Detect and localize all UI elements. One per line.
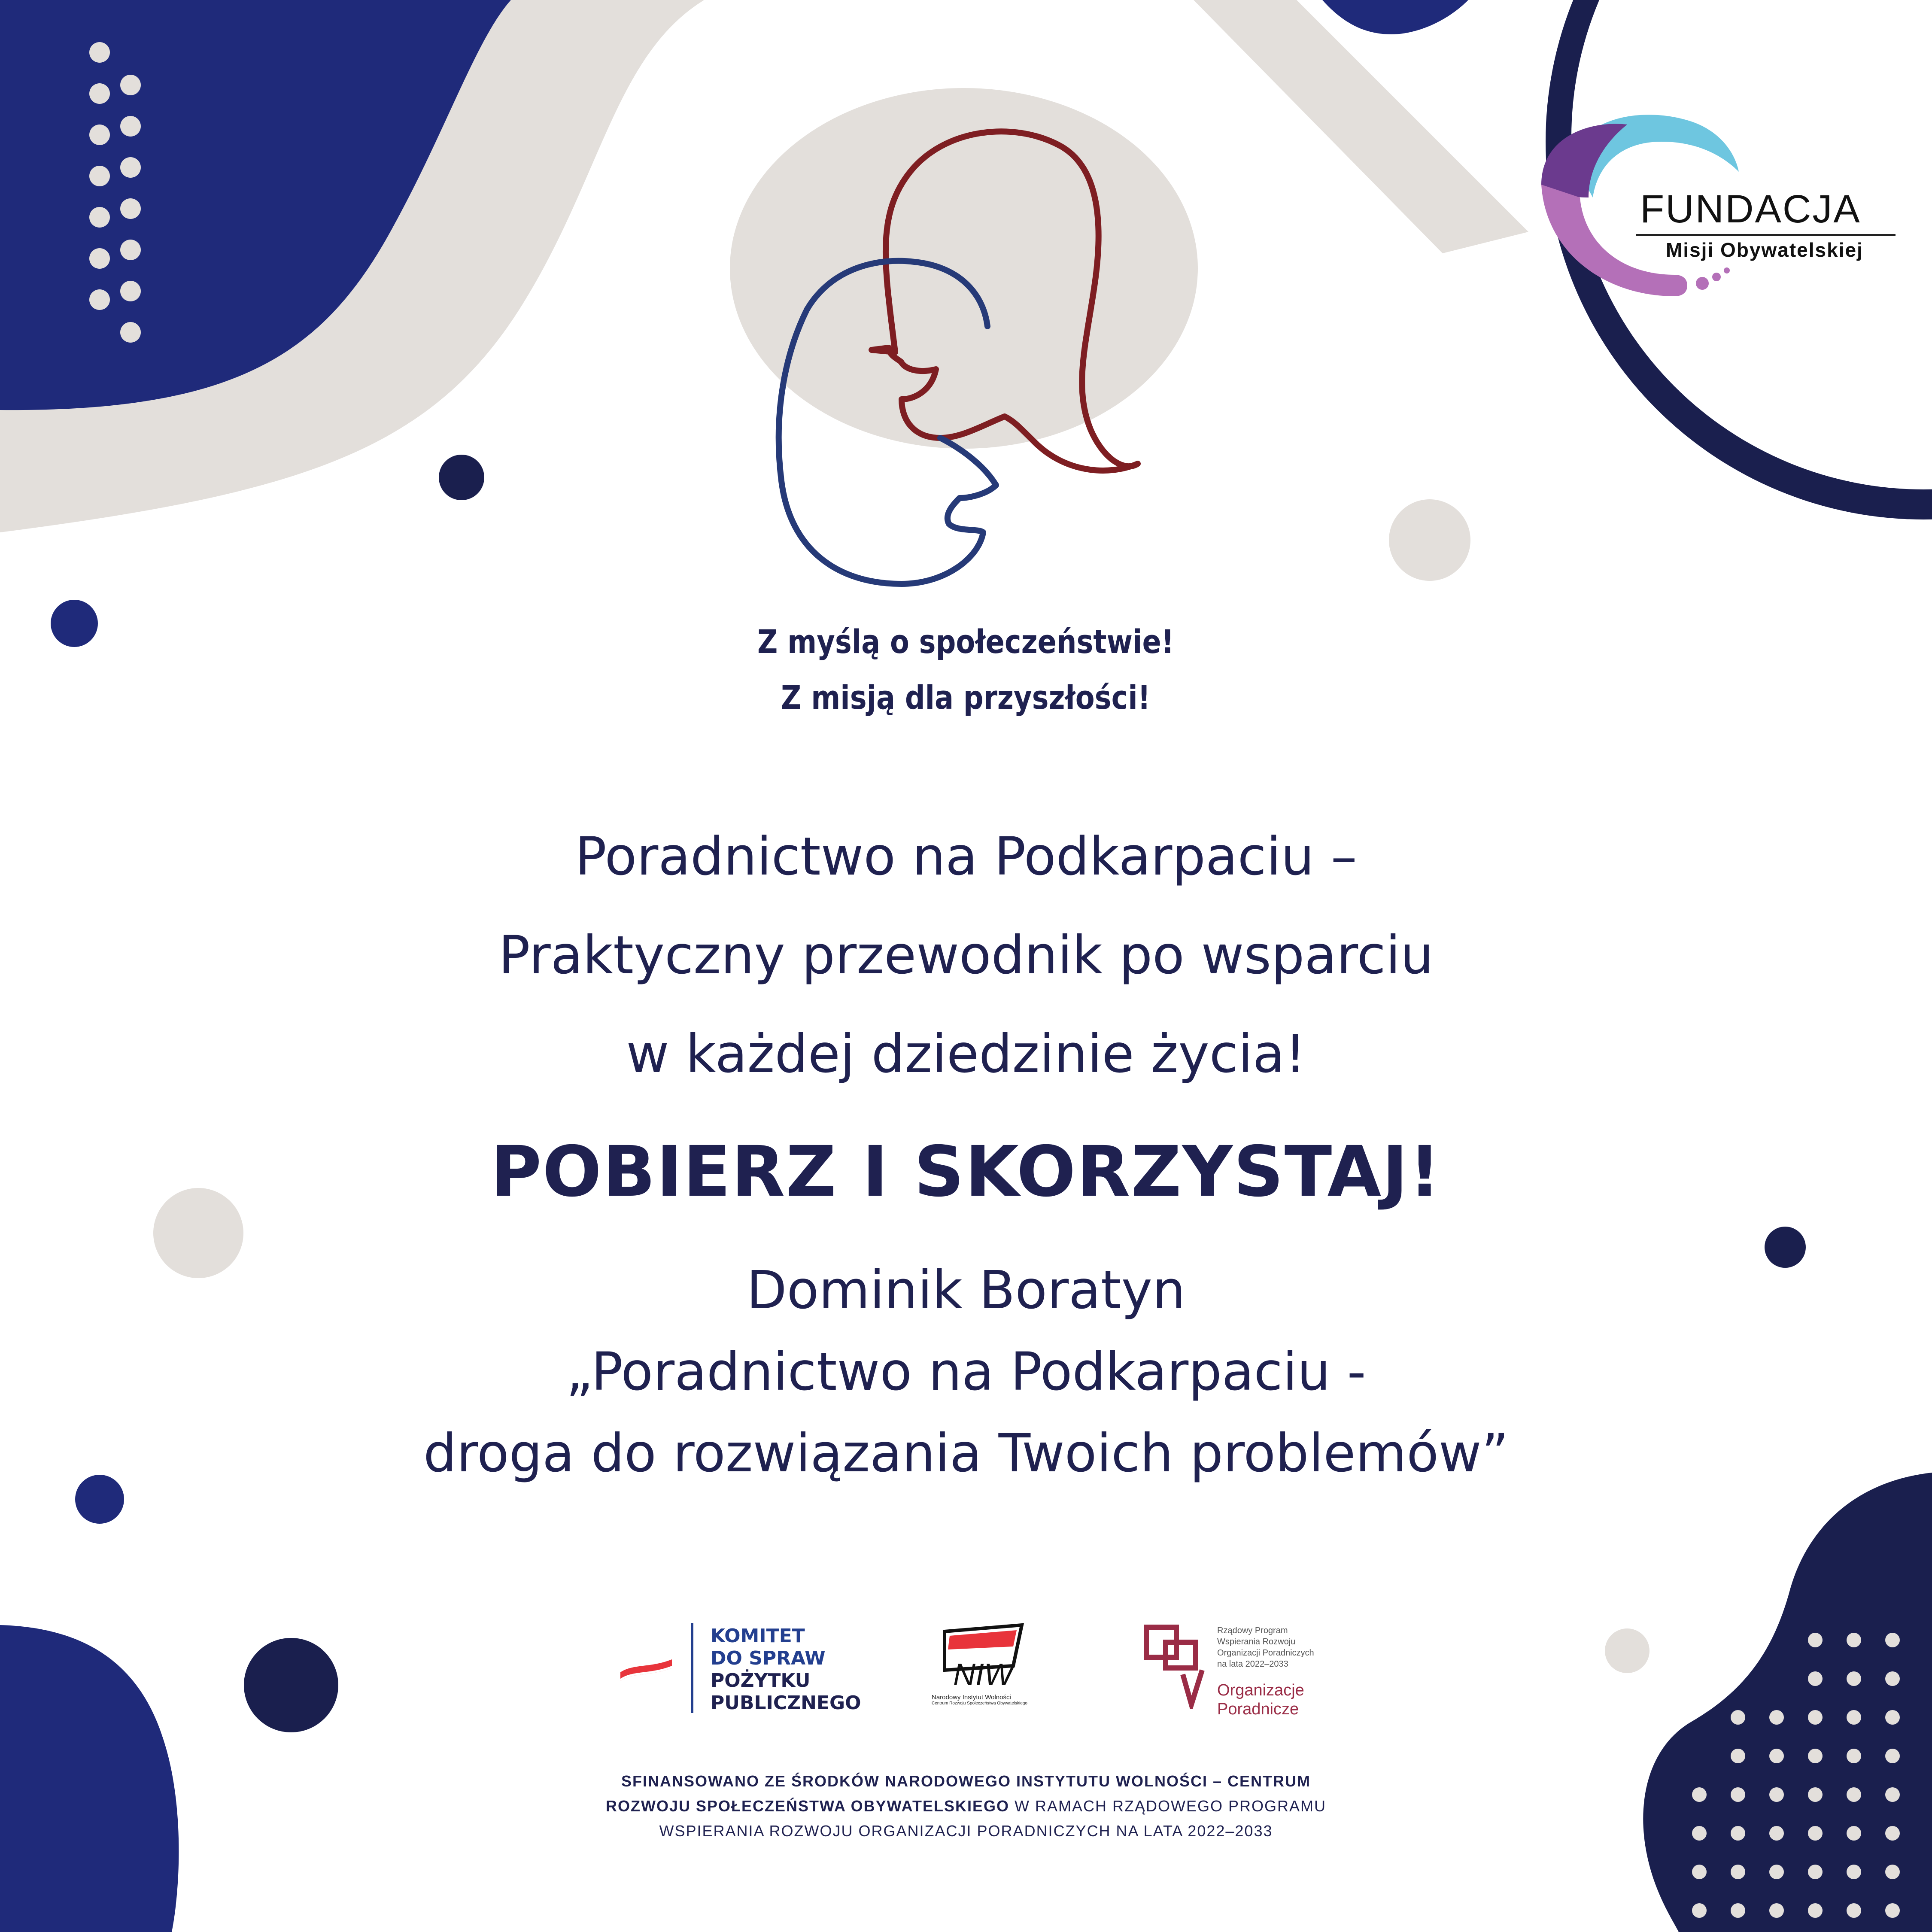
foundation-subname: Misji Obywatelskiej: [1666, 239, 1863, 261]
kpp-logo: [610, 1623, 902, 1717]
niw-sub-line: Centrum Rozwoju Społeczeństwa Obywatelskiego: [932, 1701, 1027, 1706]
publication-credit: [0, 1249, 1932, 1494]
op-icon: [1142, 1623, 1211, 1709]
tagline-line-2: Z misją dla przyszłości!: [781, 678, 1151, 717]
heading-line-2: Praktyczny przewodnik po wsparciu: [498, 925, 1434, 986]
foundation-logo: [1533, 90, 1906, 313]
op-small-3: Organizacji Poradniczych: [1217, 1648, 1314, 1658]
publication-title-line-2: droga do rozwiązania Twoich problemów”: [423, 1423, 1509, 1484]
footer-bold-2: ROZWOJU SPOŁECZEŃSTWA OBYWATELSKIEGO: [605, 1797, 1010, 1815]
niw-mark: NIW: [953, 1658, 1013, 1692]
kpp-line-1: KOMITET: [711, 1625, 805, 1647]
call-to-action: POBIERZ I SKORZYSTAJ!: [490, 1132, 1442, 1212]
op-small-1: Rządowy Program: [1217, 1626, 1288, 1635]
beige-dot: [1605, 1628, 1649, 1673]
author-name: Dominik Boratyn: [746, 1260, 1186, 1321]
op-small-2: Wspierania Rozwoju: [1217, 1637, 1296, 1646]
footer-plain-2: W RAMACH RZĄDOWEGO PROGRAMU: [1009, 1797, 1327, 1815]
navy-dot: [244, 1638, 338, 1732]
foundation-rule: [1636, 234, 1896, 236]
navy-dot: [51, 600, 98, 647]
navy-dot: [439, 455, 484, 500]
tagline-line-1: Z myślą o społeczeństwie!: [757, 623, 1174, 661]
beige-oval: [730, 88, 1198, 449]
funding-note: [0, 1769, 1932, 1844]
kpp-line-3: POŻYTKU: [711, 1670, 811, 1692]
footer-line-3: WSPIERANIA ROZWOJU ORGANIZACJI PORADNICZYCH NA LATA 2022–2033: [659, 1822, 1273, 1840]
publication-title-line-1: „Poradnictwo na Podkarpaciu -: [566, 1341, 1366, 1402]
niw-name: [932, 1694, 1027, 1706]
op-small-4: na lata 2022–2033: [1217, 1659, 1288, 1669]
kpp-name: [711, 1625, 861, 1714]
beige-band-top-right: [1194, 0, 1528, 253]
niw-logo: [923, 1623, 1052, 1722]
kpp-line-2: DO SPRAW: [711, 1647, 826, 1669]
niw-name-line: Narodowy Instytut Wolności: [932, 1694, 1011, 1701]
niw-flag-icon: [927, 1623, 1039, 1692]
op-logo: [1142, 1623, 1357, 1722]
main-heading: [0, 807, 1932, 1103]
op-big-1: Organizacje: [1217, 1681, 1304, 1699]
kpp-line-4: PUBLICZNEGO: [711, 1692, 861, 1714]
op-program: [1217, 1625, 1314, 1670]
kpp-divider: [691, 1623, 693, 1713]
foundation-name: FUNDACJA: [1640, 187, 1861, 231]
footer-bold-1: SFINANSOWANO ZE ŚRODKÓW NARODOWEGO INSTYTUTU WOLNOŚCI – CENTRUM: [621, 1772, 1311, 1790]
blue-corner-top: [1322, 0, 1468, 34]
navy-blob-bottom-right: [1643, 1473, 1932, 1932]
tagline: [135, 614, 1796, 726]
heading-line-3: w każdej dziedzinie życia!: [626, 1024, 1306, 1084]
polish-flag-icon: [616, 1655, 676, 1689]
beige-dot: [1389, 499, 1470, 581]
op-name: [1217, 1681, 1304, 1719]
heading-line-1: Poradnictwo na Podkarpaciu –: [575, 826, 1357, 887]
op-big-2: Poradnicze: [1217, 1700, 1299, 1718]
